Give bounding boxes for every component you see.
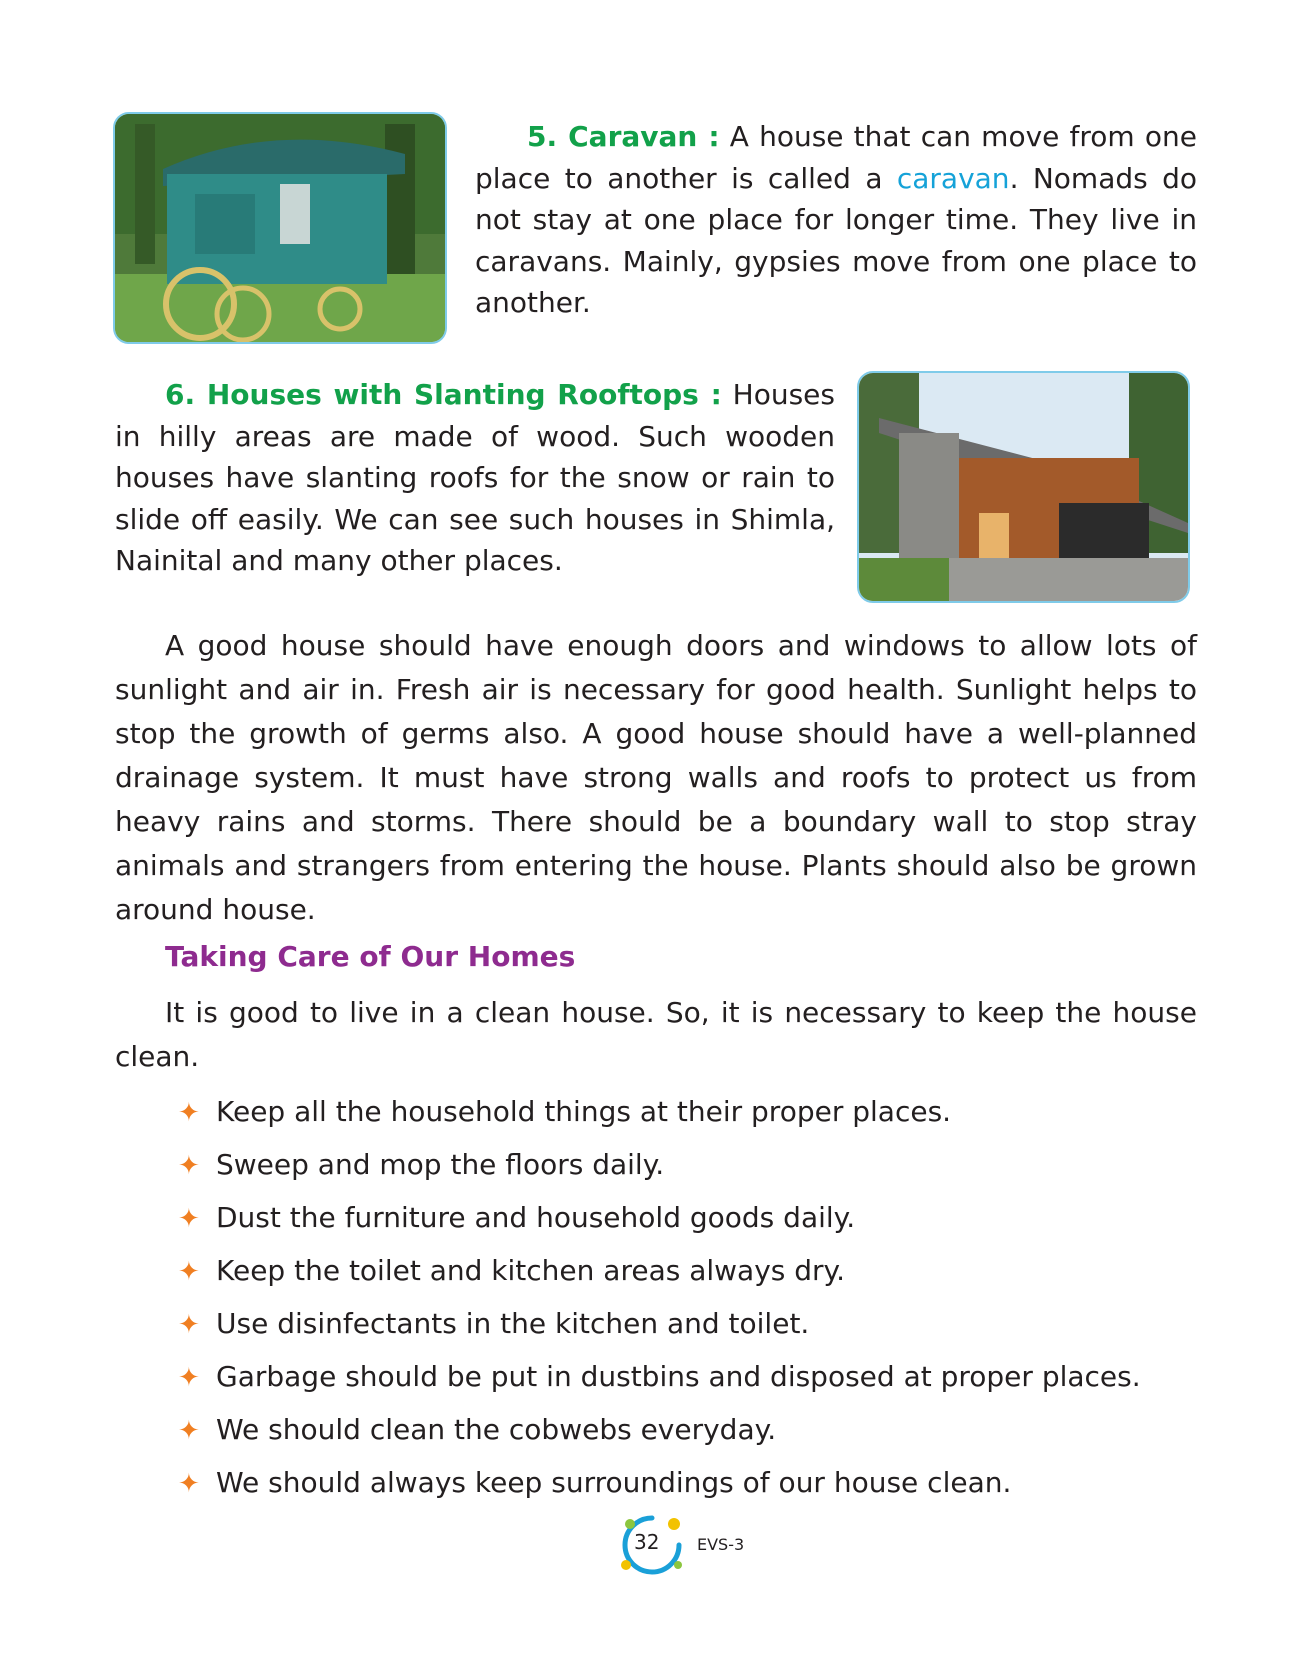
star-bullet-icon: ✦ xyxy=(178,1469,200,1499)
star-bullet-icon: ✦ xyxy=(178,1363,200,1393)
caravan-paragraph: 5. Caravan : A house that can move from one place to another is called a caravan. Nomads do not stay at one place for longer time. They live in caravans. Mainly, gypsies move from one place to another. xyxy=(475,120,1197,319)
caravan-photo xyxy=(113,112,447,344)
list-item: ✦ We should always keep surroundings of our house clean. xyxy=(178,1456,1141,1509)
good-house-paragraph: A good house should have enough doors and windows to allow lots of sunlight and air in. Fresh air is necessary for good health. Sunlight helps to stop the growth of germs also. A good house should have a well-planned drainage system. It must have strong walls and roofs to protect us from heavy rains and storms. There should be a boundary wall to stop stray animals and strangers from entering the house. Plants should also be grown around house. xyxy=(115,629,1197,926)
slanting-heading: 6. Houses with Slanting Rooftops : xyxy=(165,378,722,411)
slanting-paragraph: 6. Houses with Slanting Rooftops : Houses in hilly areas are made of wood. Such wooden houses have slanting roofs for the snow or rain to slide off easily. We can see such houses in Shimla, Nainital and many other places. xyxy=(115,378,835,577)
page-number: 32 xyxy=(634,1530,660,1554)
section-heading: Taking Care of Our Homes xyxy=(165,940,576,973)
list-item: ✦ Dust the furniture and household goods daily. xyxy=(178,1191,1141,1244)
list-item: ✦ Keep all the household things at their proper places. xyxy=(178,1085,1141,1138)
care-intro: It is good to live in a clean house. So, it is necessary to keep the house clean. xyxy=(115,996,1197,1073)
star-bullet-icon: ✦ xyxy=(178,1151,200,1181)
star-bullet-icon: ✦ xyxy=(178,1098,200,1128)
caravan-keyword: caravan xyxy=(896,161,1010,195)
list-item: ✦ Sweep and mop the floors daily. xyxy=(178,1138,1141,1191)
caravan-heading: 5. Caravan : xyxy=(527,120,720,153)
slanting-roof-house-photo xyxy=(857,371,1190,603)
list-item: ✦ We should clean the cobwebs everyday. xyxy=(178,1403,1141,1456)
list-item: ✦ Garbage should be put in dustbins and disposed at proper places. xyxy=(178,1350,1141,1403)
star-bullet-icon: ✦ xyxy=(178,1416,200,1446)
star-bullet-icon: ✦ xyxy=(178,1310,200,1340)
list-item: ✦ Keep the toilet and kitchen areas always dry. xyxy=(178,1244,1141,1297)
star-bullet-icon: ✦ xyxy=(178,1257,200,1287)
book-code: EVS-3 xyxy=(697,1535,745,1554)
list-item: ✦ Use disinfectants in the kitchen and toilet. xyxy=(178,1297,1141,1350)
star-bullet-icon: ✦ xyxy=(178,1204,200,1234)
care-list xyxy=(178,1085,1141,1509)
